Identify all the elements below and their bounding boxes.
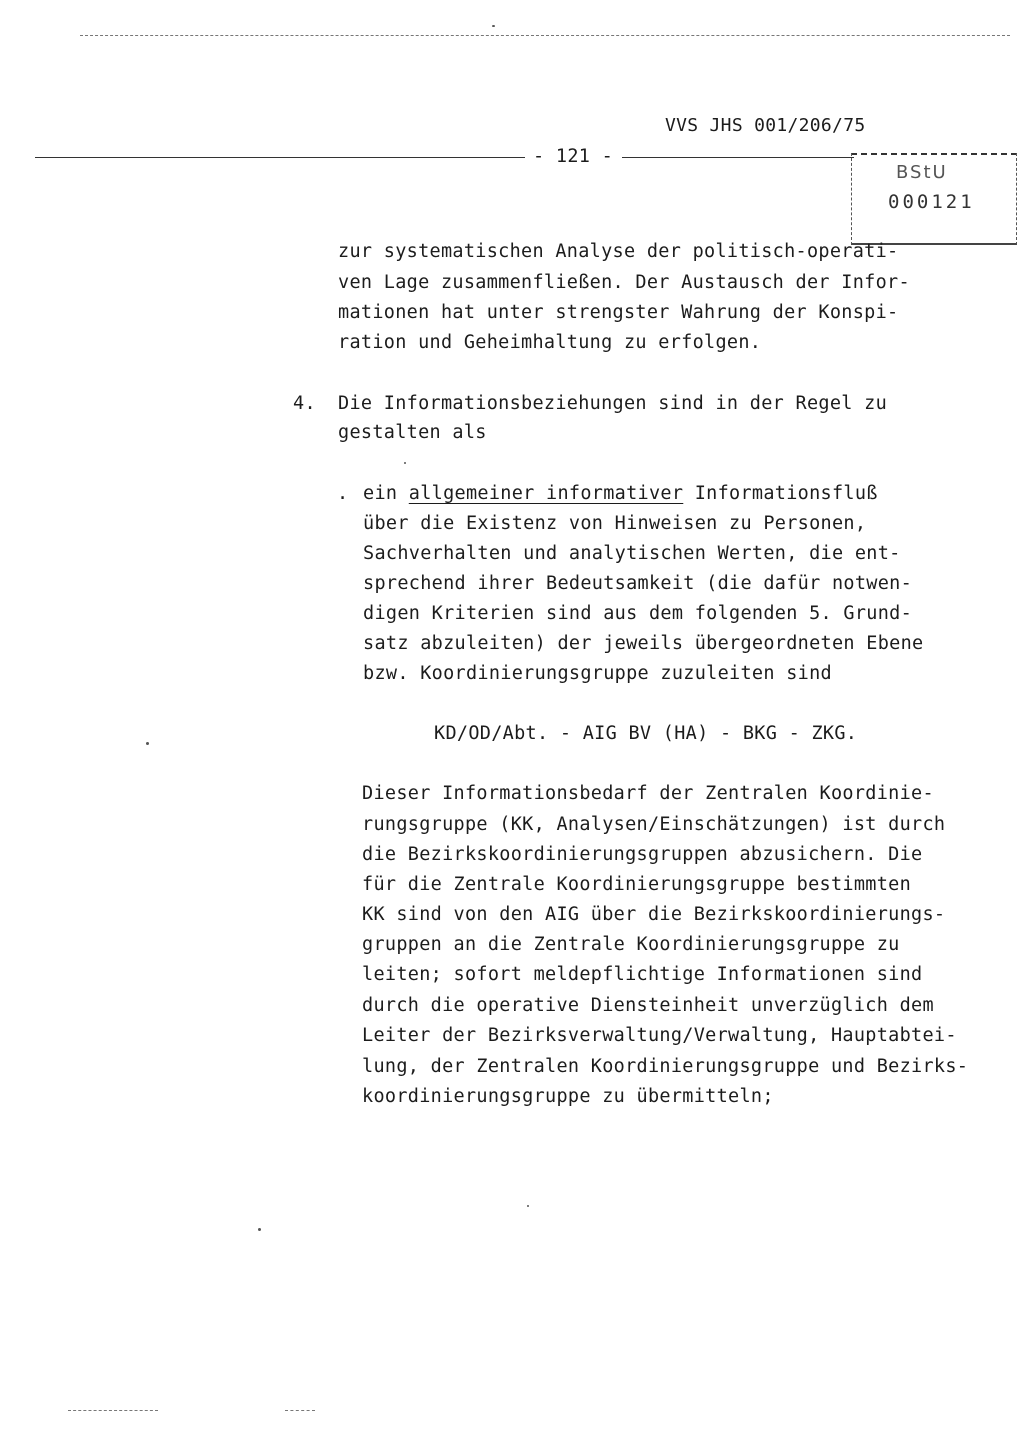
scan-speck xyxy=(146,742,149,745)
text-line: sprechend ihrer Bedeutsamkeit (die dafür notwen- xyxy=(363,573,913,594)
bottom-scan-edge-line xyxy=(285,1410,315,1411)
scan-speck xyxy=(258,1228,261,1231)
top-scan-edge-line xyxy=(80,35,1010,36)
text-line: ven Lage zusammenfließen. Der Austausch der Infor- xyxy=(338,272,910,293)
text-line: rungsgruppe (KK, Analysen/Einschätzungen) ist durch xyxy=(362,814,946,835)
header-rule-left xyxy=(35,157,525,158)
document-reference: VVS JHS 001/206/75 xyxy=(665,115,866,136)
text-line: gruppen an die Zentrale Koordinierungsgruppe zu xyxy=(362,934,900,955)
text-line: für die Zentrale Koordinierungsgruppe bestimmten xyxy=(362,874,912,895)
text-line: die Bezirkskoordinierungsgruppen abzusichern. Die xyxy=(362,844,923,865)
list-number: 4. xyxy=(293,393,316,414)
bottom-scan-edge-line xyxy=(68,1410,158,1411)
reporting-chain: KD/OD/Abt. - AIG BV (HA) - BKG - ZKG. xyxy=(434,723,858,744)
text-line: digen Kriterien sind aus dem folgenden 5. Grund- xyxy=(363,603,913,624)
text-line: lung, der Zentralen Koordinierungsgruppe und Bezirks- xyxy=(362,1056,969,1077)
bullet-first-line-end: Informationsfluß xyxy=(683,483,878,504)
text-line: über die Existenz von Hinweisen zu Personen, xyxy=(363,513,867,534)
scan-speck xyxy=(404,462,406,464)
stamp-archive-number: 000121 xyxy=(888,191,975,213)
text-line: mationen hat unter strengster Wahrung der Konspi- xyxy=(338,302,899,323)
text-line: KK sind von den AIG über die Bezirkskoordinierungs- xyxy=(362,904,946,925)
header-rule-right xyxy=(622,157,854,158)
bullet-first-line-start: ein xyxy=(363,483,409,504)
text-line: bzw. Koordinierungsgruppe zuzuleiten sind xyxy=(363,663,832,684)
bullet-first-line xyxy=(363,485,878,504)
text-line: leiten; sofort meldepflichtige Informationen sind xyxy=(362,964,923,985)
page-number: - 121 - xyxy=(533,146,614,167)
text-line: zur systematischen Analyse der politisch-operati- xyxy=(338,241,899,262)
text-line: koordinierungsgruppe zu übermitteln; xyxy=(362,1086,774,1107)
text-line: ration und Geheimhaltung zu erfolgen. xyxy=(338,332,762,353)
text-line: satz abzuleiten) der jeweils übergeordneten Ebene xyxy=(363,633,924,654)
scan-speck xyxy=(527,1205,529,1207)
bullet-marker: . xyxy=(337,483,349,504)
text-line: durch die operative Diensteinheit unverzüglich dem xyxy=(362,995,934,1016)
archive-stamp xyxy=(851,153,1017,245)
text-line: gestalten als xyxy=(338,422,487,443)
stamp-archive-label: BStU xyxy=(896,162,948,183)
underlined-phrase: allgemeiner informativer xyxy=(408,483,684,504)
text-line: Leiter der Bezirksverwaltung/Verwaltung, Hauptabtei- xyxy=(362,1025,957,1046)
text-line: Dieser Informationsbedarf der Zentralen Koordinie- xyxy=(362,783,934,804)
scan-speck xyxy=(492,25,495,27)
text-line: Die Informationsbeziehungen sind in der Regel zu xyxy=(338,393,888,414)
text-line: Sachverhalten und analytischen Werten, die ent- xyxy=(363,543,901,564)
